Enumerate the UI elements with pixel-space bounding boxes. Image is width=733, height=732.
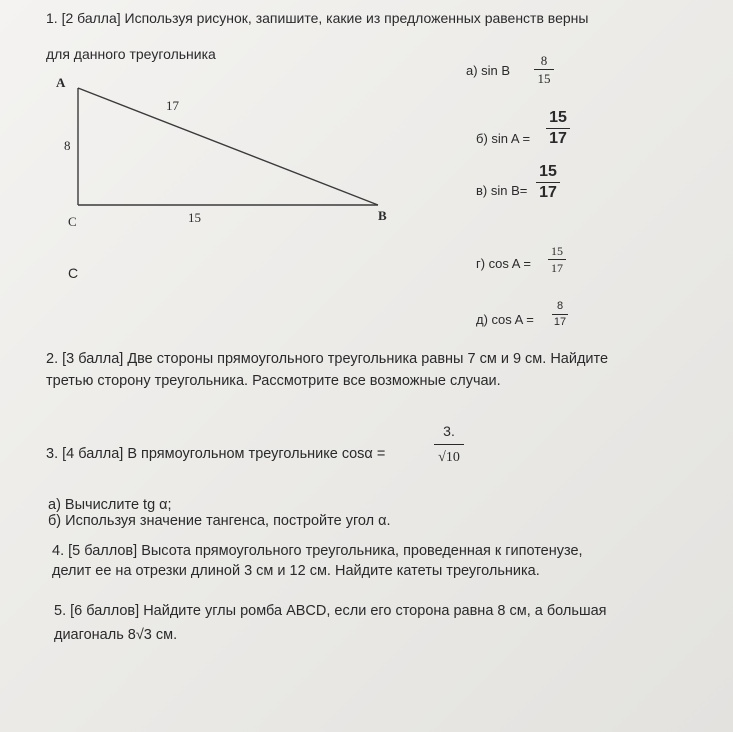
option-g-den: 17	[551, 261, 563, 275]
option-a-bar	[534, 69, 554, 70]
option-v-num: 15	[539, 163, 557, 180]
side-ac-label: 8	[64, 138, 71, 153]
option-b-num: 15	[549, 109, 567, 126]
task3-den: √10	[438, 450, 460, 465]
option-b-bar	[546, 128, 570, 129]
task5-line2: диагональ 8√3 см.	[54, 627, 178, 643]
option-v-den: 17	[539, 184, 557, 201]
task2-line1: 2. [3 балла] Две стороны прямоугольного треугольника равны 7 см и 9 см. Найдите	[46, 351, 609, 367]
option-a-fraction	[534, 54, 554, 85]
option-a-label: а) sin B	[466, 63, 511, 78]
option-a-den: 15	[537, 71, 551, 86]
task3-fraction	[434, 424, 464, 465]
task2-line2: третью сторону треугольника. Рассмотрите все возможные случаи.	[46, 373, 501, 389]
option-d-label: д) cos A =	[476, 312, 534, 327]
task4-line1: 4. [5 баллов] Высота прямоугольного треугольника, проведенная к гипотенузе,	[52, 543, 583, 559]
option-v-label: в) sin B=	[476, 183, 528, 198]
side-cb-label: 15	[188, 210, 201, 225]
option-v-fraction	[536, 164, 560, 201]
option-d-bar	[552, 314, 568, 315]
task1-line1: 1. [2 балла] Используя рисунок, запишите, какие из предложенных равенств верны	[46, 10, 589, 26]
option-d-num: 8	[556, 300, 564, 312]
task3-a: а) Вычислите tg α;	[48, 497, 172, 513]
option-b-den: 17	[549, 130, 567, 147]
option-g-bar	[548, 259, 566, 260]
side-ab-label: 17	[166, 98, 179, 113]
task3-b: б) Используя значение тангенса, постройте угол α.	[48, 513, 391, 529]
task5-line1: 5. [6 баллов] Найдите углы ромба ABCD, если его сторона равна 8 см, а большая	[54, 603, 607, 619]
task4-line2: делит ее на отрезки длиной 3 см и 12 см. Найдите катеты треугольника.	[52, 563, 540, 579]
option-d-den: 17	[553, 316, 567, 328]
option-d-fraction	[552, 301, 568, 328]
option-g-num: 15	[551, 244, 563, 258]
task3-num: 3.	[443, 423, 455, 439]
option-g-label: г) cos A =	[476, 256, 531, 271]
option-a-num: 8	[540, 53, 548, 68]
task3-bar	[434, 444, 464, 445]
option-b-label: б) sin A =	[476, 131, 531, 146]
triangle-shape	[78, 88, 378, 205]
option-v-bar	[536, 182, 560, 183]
task3-text: 3. [4 балла] В прямоугольном треугольнике cosα =	[46, 446, 386, 462]
vertex-c-label: C	[68, 214, 77, 229]
vertex-a-label: A	[56, 75, 66, 90]
vertex-b-label: B	[378, 208, 387, 223]
extra-c-label: C	[68, 265, 79, 281]
task1-line2: для данного треугольника	[46, 46, 216, 62]
option-g-fraction	[548, 245, 566, 274]
side-ab-line	[78, 88, 378, 205]
option-b-fraction	[546, 110, 570, 147]
